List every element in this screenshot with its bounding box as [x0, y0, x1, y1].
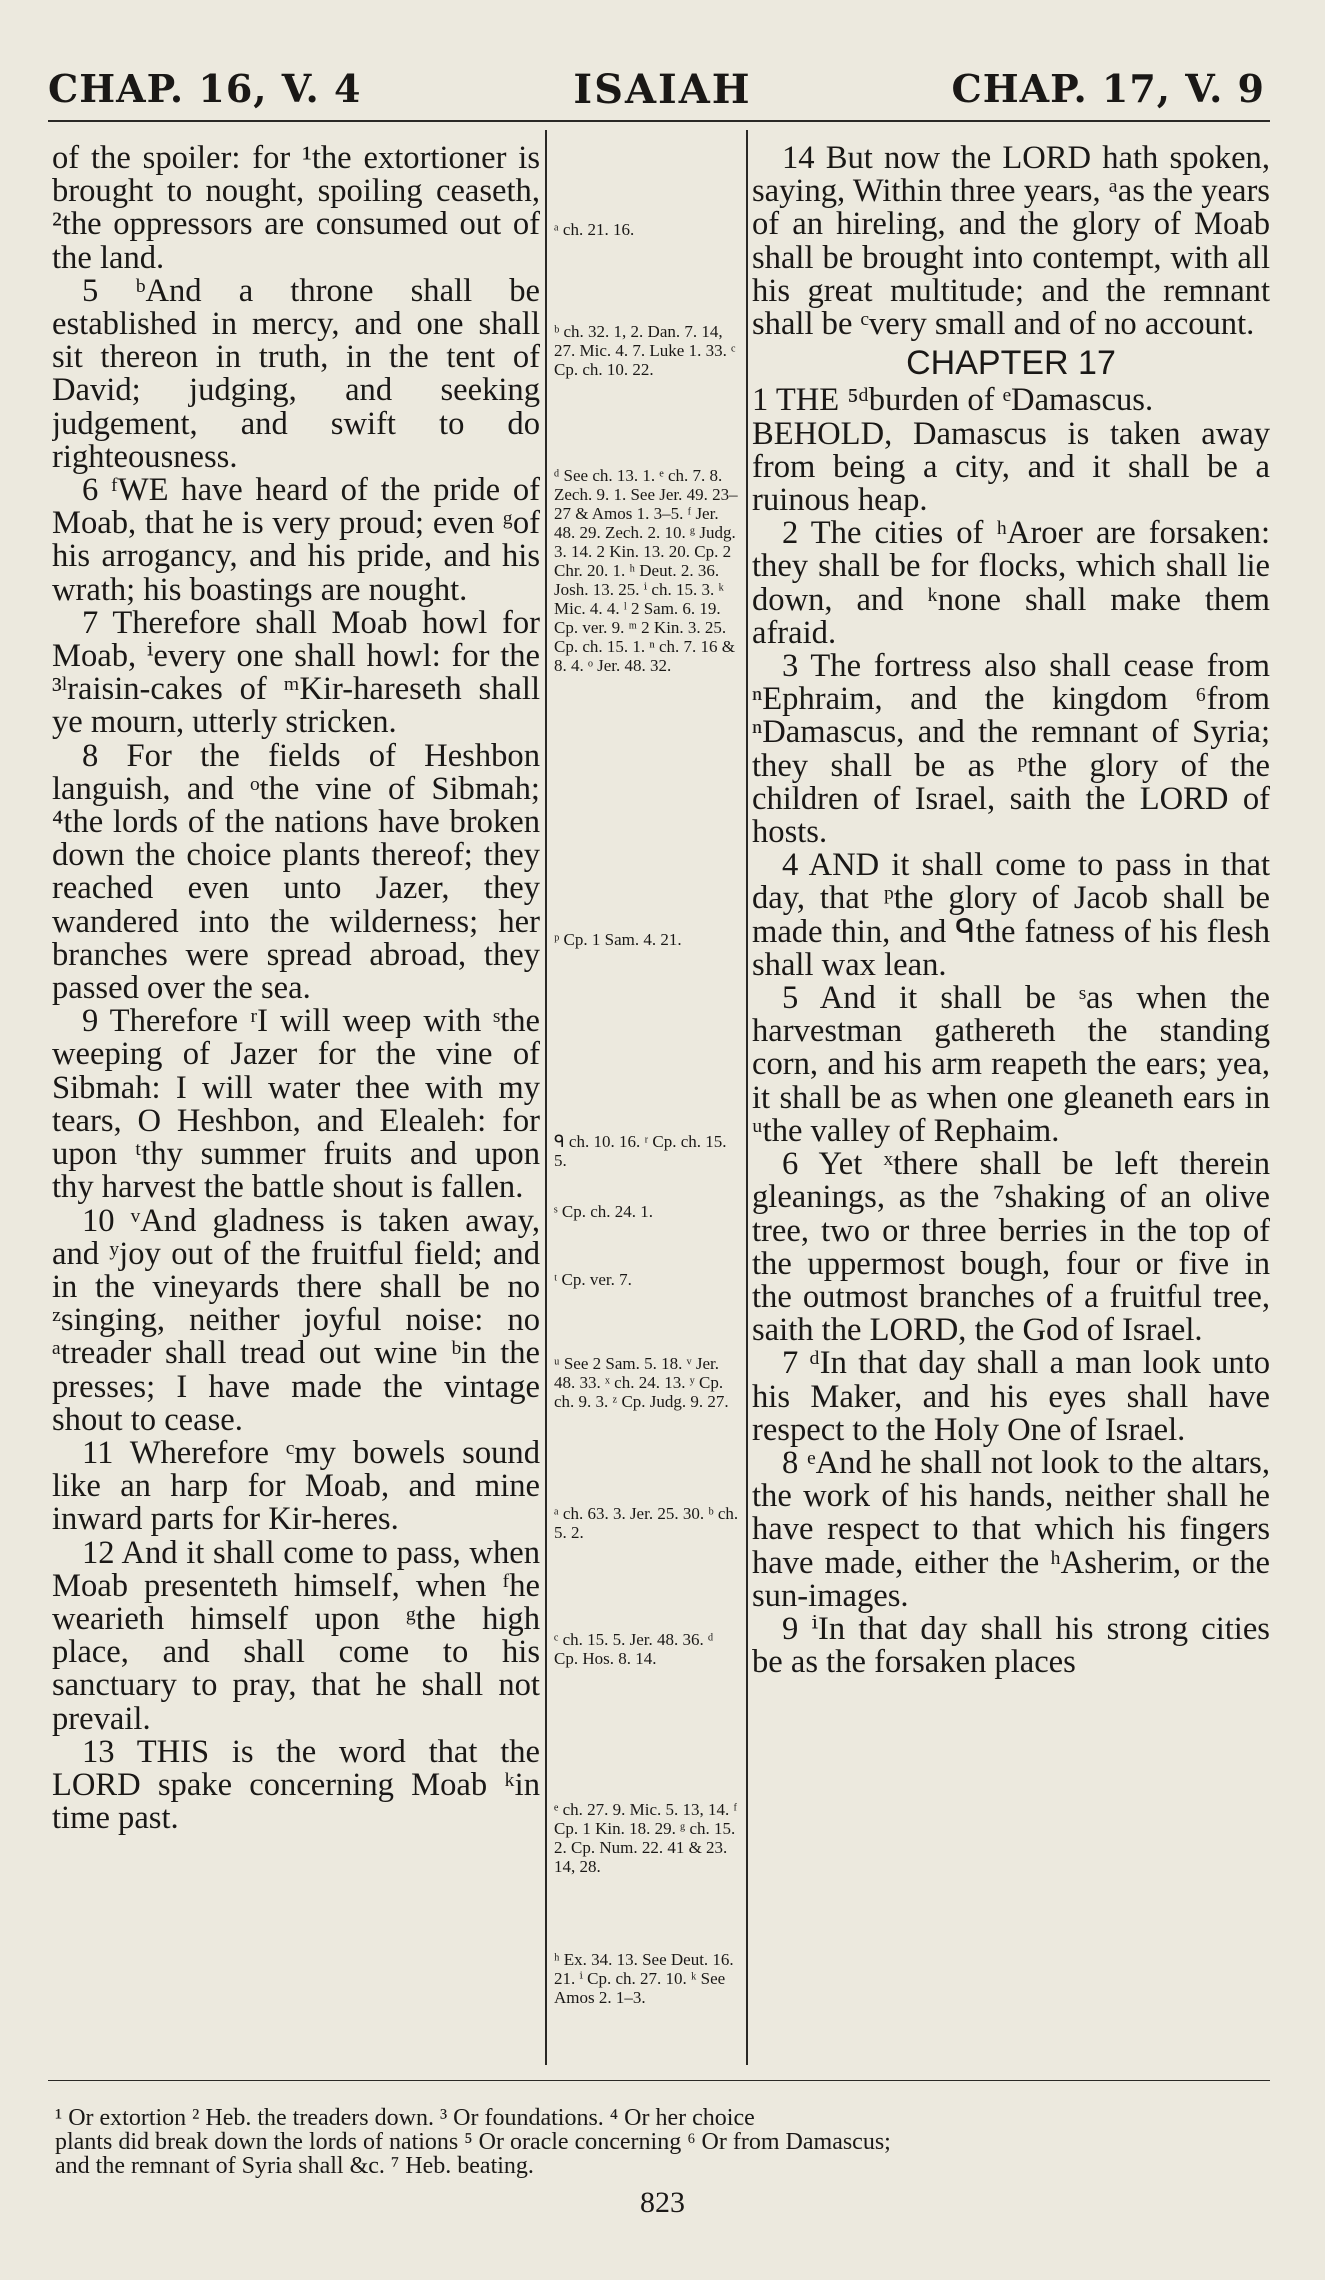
margin-ref: ᵖ Cp. 1 Sam. 4. 21.: [554, 930, 682, 949]
footnotes: [55, 2106, 1270, 2178]
header-rule: [48, 120, 1270, 122]
footnote-rule: [48, 2080, 1270, 2081]
verse-8: 8 For the fields of Heshbon languish, and ᵒthe vine of Sibmah; ⁴the lords of the nations have broken down the choice plants thereof; they reached even unto Jazer, they wandered into the wilderness; her branches were spread abroad, they passed over the sea.: [52, 737, 540, 1007]
margin-ref: ˢ Cp. ch. 24. 1.: [554, 1202, 653, 1221]
footnote-line: plants did break down the lords of nations ⁵ Or oracle concerning ⁶ Or from Damascus;: [55, 2129, 891, 2155]
margin-ref: ʰ Ex. 34. 13. See Deut. 16. 21. ⁱ Cp. ch. 27. 10. ᵏ See Amos 2. 1–3.: [554, 1950, 734, 2007]
chapter-17-verse-1: 1 THE ⁵ᵈburden of ᵉDamascus.: [752, 382, 1154, 419]
verse-11: 11 Wherefore ᶜmy bowels sound like an harp for Moab, and mine inward parts for Kir-heres.: [52, 1434, 540, 1538]
running-head-right: CHAP. 17, V. 9: [951, 66, 1265, 111]
margin-ref: ᵘ See 2 Sam. 5. 18. ᵛ Jer. 48. 33. ˣ ch. 24. 13. ʸ Cp. ch. 9. 3. ᶻ Cp. Judg. 9. 27.: [554, 1354, 729, 1411]
margin-ref: ᑫ ch. 10. 16. ʳ Cp. ch. 15. 5.: [554, 1132, 727, 1170]
verse-5: 5 And it shall be ˢas when the harvestman gathereth the standing corn, and his arm reapeth the ears; yea, it shall be as when one gleaneth ears in ᵘthe valley of Rephaim.: [752, 980, 1270, 1149]
verse-3: 3 The fortress also shall cease from ⁿEphraim, and the kingdom ⁶from ⁿDamascus, and the remnant of Syria; they shall be as ᵖthe glory of the children of Israel, saith the LORD of hosts.: [752, 648, 1270, 851]
verse-6: 6 ᶠWE have heard of the pride of Moab, that he is very proud; even ᵍof his arrogancy, and his pride, and his wrath; his boastings are nought.: [52, 472, 540, 608]
footnote-line: and the remnant of Syria shall &c. ⁷ Heb. beating.: [55, 2153, 534, 2179]
verse-14: 14 But now the LORD hath spoken, saying, Within three years, ᵃas the years of an hireling, and the glory of Moab shall be brought into contempt, with all his great multitude; and the remnant shall be ᶜvery small and of no account.: [752, 142, 1270, 343]
verse-8: 8 ᵉAnd he shall not look to the altars, the work of his hands, neither shall he have respect to that which his fingers have made, either the ʰAsherim, or the sun-images.: [752, 1444, 1270, 1614]
column-divider-left: [545, 130, 547, 2065]
verse-2: 2 The cities of ʰAroer are forsaken: they shall be for flocks, which shall lie down, and ᵏnone shall make them afraid.: [752, 515, 1270, 651]
margin-ref: ᶜ ch. 15. 5. Jer. 48. 36. ᵈ Cp. Hos. 8. 14.: [554, 1630, 714, 1668]
verse-10: 10 ᵛAnd gladness is taken away, and ʸjoy out of the fruitful field; and in the vineyards there shall be no ᶻsinging, neither joyful noise: no ᵃtreader shall tread out wine ᵇin the presses; I have made the vintage shout to cease.: [52, 1202, 540, 1438]
verse-13: 13 THIS is the word that the LORD spake concerning Moab ᵏin time past.: [52, 1733, 540, 1837]
right-text-column: [752, 142, 1270, 2072]
verse-continuation: of the spoiler: for ¹the extortioner is brought to nought, spoiling ceaseth, ²the oppressors are consumed out of the land.: [52, 142, 540, 276]
margin-ref: ᵃ ch. 21. 16.: [554, 220, 635, 239]
verse-9: 9 ⁱIn that day shall his strong cities be as the forsaken places: [752, 1610, 1270, 1681]
verse-9: 9 Therefore ʳI will weep with ˢthe weeping of Jazer for the vine of Sibmah: I will water thee with my tears, O Heshbon, and Elealeh: for upon ᵗthy summer fruits and upon thy harvest the battle shout is fallen.: [52, 1003, 540, 1206]
margin-ref: ᵗ Cp. ver. 7.: [554, 1270, 632, 1289]
column-divider-right: [746, 130, 748, 2065]
verse-7: 7 Therefore shall Moab howl for Moab, ⁱevery one shall howl: for the ³ˡraisin-cakes of ᵐKir-hareseth shall ye mourn, utterly stricken.: [52, 604, 540, 741]
margin-ref: ᵈ See ch. 13. 1. ᵉ ch. 7. 8. Zech. 9. 1. See Jer. 49. 23–27 & Amos 1. 3–5. ᶠ Jer. 48. 29. Zech. 2. 10. ᵍ Judg. 3. 14. 2 Kin. 13. 20. Cp. 2 Chr. 20. 1. ʰ Deut. 2. 36. Josh. 13. 25. ⁱ ch. 15. 3. ᵏ Mic. 4. 4. ˡ 2 Sam. 6. 19. Cp. ver. 9. ᵐ 2 Kin. 3. 25. Cp. ch. 15. 1. ⁿ ch. 7. 16 & 8. 4. ᵒ Jer. 48. 32.: [554, 466, 738, 675]
margin-ref: ᵃ ch. 63. 3. Jer. 25. 30. ᵇ ch. 5. 2.: [554, 1504, 739, 1542]
page-number: 823: [640, 2186, 685, 2219]
margin-ref: ᵉ ch. 27. 9. Mic. 5. 13, 14. ᶠ Cp. 1 Kin. 18. 29. ᵍ ch. 15. 2. Cp. Num. 22. 41 & 23. 14, 28.: [554, 1800, 738, 1876]
margin-references-column: [552, 142, 742, 2072]
verse-4: 4 AND it shall come to pass in that day, that ᵖthe glory of Jacob shall be made thin, and ᑫthe fatness of his flesh shall wax lean.: [752, 847, 1270, 983]
verse-5: 5 ᵇAnd a throne shall be established in mercy, and one shall sit thereon in truth, in the tent of David; judging, and seeking judgement, and swift to do righteousness.: [52, 272, 540, 475]
book-title: ISAIAH: [573, 66, 752, 113]
verse-12: 12 And it shall come to pass, when Moab presenteth himself, when ᶠhe wearieth himself upon ᵍthe high place, and shall come to his sanctuary to pray, that he shall not prevail.: [52, 1534, 540, 1737]
verse-7: 7 ᵈIn that day shall a man look unto his Maker, and his eyes shall have respect to the Holy One of Israel.: [752, 1345, 1270, 1448]
margin-ref: ᵇ ch. 32. 1, 2. Dan. 7. 14, 27. Mic. 4. 7. Luke 1. 33. ᶜ Cp. ch. 10. 22.: [554, 322, 736, 379]
footnote-line: ¹ Or extortion ² Heb. the treaders down. ³ Or foundations. ⁴ Or her choice: [55, 2105, 755, 2131]
running-head-left: CHAP. 16, V. 4: [48, 66, 362, 111]
oracle-opening: BEHOLD, Damascus is taken away from being a city, and it shall be a ruinous heap.: [752, 415, 1270, 519]
chapter-heading: CHAPTER 17: [906, 344, 1116, 383]
left-text-column: [52, 142, 540, 2072]
verse-6: 6 Yet ˣthere shall be left therein gleanings, as the ⁷shaking of an olive tree, two or three berries in the top of the uppermost bough, four or five in the outmost branches of a fruitful tree, saith the LORD, the God of Israel.: [752, 1146, 1270, 1349]
